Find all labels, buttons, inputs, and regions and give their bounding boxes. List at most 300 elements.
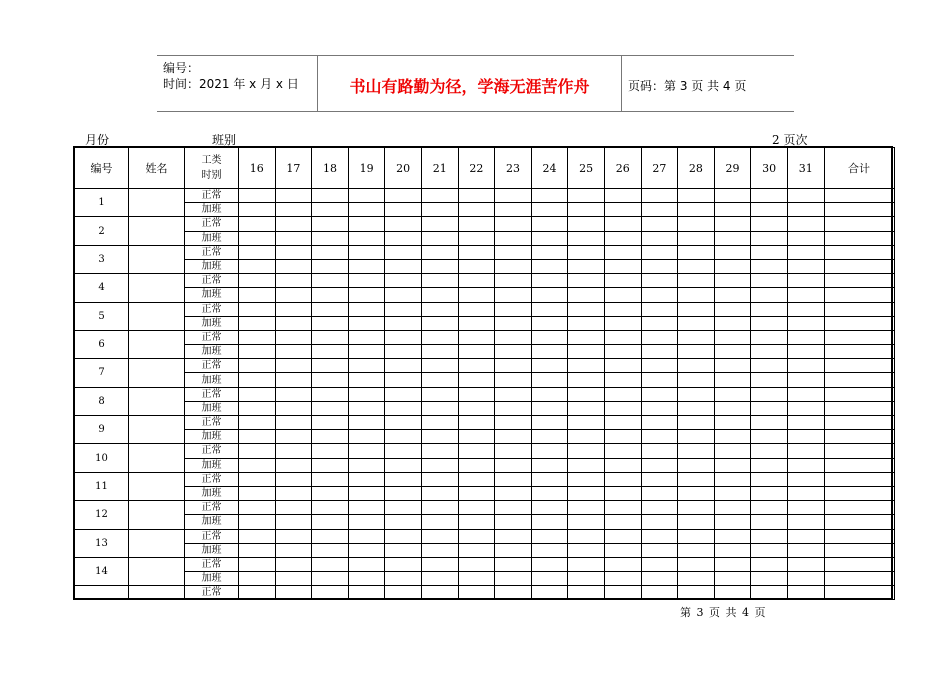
- entry-cell[interactable]: [787, 401, 824, 415]
- entry-cell[interactable]: [787, 359, 824, 373]
- entry-cell[interactable]: [421, 302, 458, 316]
- entry-cell[interactable]: [604, 302, 641, 316]
- entry-cell[interactable]: [312, 288, 349, 302]
- entry-cell[interactable]: [641, 401, 678, 415]
- entry-cell[interactable]: [348, 401, 385, 415]
- entry-cell[interactable]: [531, 387, 568, 401]
- entry-cell[interactable]: [239, 330, 276, 344]
- entry-cell[interactable]: [348, 501, 385, 515]
- entry-cell[interactable]: [604, 316, 641, 330]
- entry-cell[interactable]: [458, 515, 495, 529]
- entry-cell[interactable]: [495, 316, 532, 330]
- name-cell[interactable]: [129, 557, 185, 585]
- entry-cell[interactable]: [787, 302, 824, 316]
- entry-cell[interactable]: [678, 572, 715, 586]
- entry-cell[interactable]: [568, 316, 605, 330]
- entry-cell[interactable]: [312, 586, 349, 600]
- entry-cell[interactable]: [531, 416, 568, 430]
- entry-cell[interactable]: [421, 231, 458, 245]
- entry-cell[interactable]: [824, 203, 894, 217]
- entry-cell[interactable]: [824, 444, 894, 458]
- entry-cell[interactable]: [568, 288, 605, 302]
- entry-cell[interactable]: [495, 189, 532, 203]
- entry-cell[interactable]: [348, 231, 385, 245]
- entry-cell[interactable]: [312, 345, 349, 359]
- entry-cell[interactable]: [568, 330, 605, 344]
- entry-cell[interactable]: [641, 572, 678, 586]
- entry-cell[interactable]: [495, 231, 532, 245]
- entry-cell[interactable]: [641, 274, 678, 288]
- entry-cell[interactable]: [239, 231, 276, 245]
- entry-cell[interactable]: [312, 203, 349, 217]
- entry-cell[interactable]: [641, 486, 678, 500]
- entry-cell[interactable]: [495, 401, 532, 415]
- entry-cell[interactable]: [604, 572, 641, 586]
- entry-cell[interactable]: [824, 316, 894, 330]
- entry-cell[interactable]: [604, 274, 641, 288]
- entry-cell[interactable]: [787, 586, 824, 600]
- entry-cell[interactable]: [824, 543, 894, 557]
- entry-cell[interactable]: [275, 231, 312, 245]
- entry-cell[interactable]: [787, 245, 824, 259]
- entry-cell[interactable]: [275, 373, 312, 387]
- entry-cell[interactable]: [568, 387, 605, 401]
- entry-cell[interactable]: [495, 586, 532, 600]
- entry-cell[interactable]: [495, 572, 532, 586]
- entry-cell[interactable]: [239, 359, 276, 373]
- entry-cell[interactable]: [495, 288, 532, 302]
- entry-cell[interactable]: [312, 572, 349, 586]
- entry-cell[interactable]: [239, 345, 276, 359]
- entry-cell[interactable]: [678, 316, 715, 330]
- entry-cell[interactable]: [275, 458, 312, 472]
- entry-cell[interactable]: [824, 274, 894, 288]
- name-cell[interactable]: [129, 245, 185, 273]
- entry-cell[interactable]: [568, 245, 605, 259]
- entry-cell[interactable]: [751, 387, 788, 401]
- entry-cell[interactable]: [312, 245, 349, 259]
- entry-cell[interactable]: [348, 288, 385, 302]
- entry-cell[interactable]: [824, 387, 894, 401]
- entry-cell[interactable]: [421, 557, 458, 571]
- entry-cell[interactable]: [787, 345, 824, 359]
- entry-cell[interactable]: [751, 458, 788, 472]
- entry-cell[interactable]: [312, 231, 349, 245]
- entry-cell[interactable]: [239, 302, 276, 316]
- entry-cell[interactable]: [824, 189, 894, 203]
- entry-cell[interactable]: [421, 203, 458, 217]
- entry-cell[interactable]: [385, 259, 422, 273]
- entry-cell[interactable]: [641, 189, 678, 203]
- entry-cell[interactable]: [714, 189, 751, 203]
- entry-cell[interactable]: [275, 189, 312, 203]
- entry-cell[interactable]: [641, 345, 678, 359]
- entry-cell[interactable]: [678, 203, 715, 217]
- entry-cell[interactable]: [312, 359, 349, 373]
- entry-cell[interactable]: [568, 345, 605, 359]
- entry-cell[interactable]: [421, 316, 458, 330]
- entry-cell[interactable]: [348, 316, 385, 330]
- entry-cell[interactable]: [751, 302, 788, 316]
- entry-cell[interactable]: [239, 203, 276, 217]
- entry-cell[interactable]: [348, 359, 385, 373]
- entry-cell[interactable]: [348, 189, 385, 203]
- entry-cell[interactable]: [495, 458, 532, 472]
- entry-cell[interactable]: [495, 472, 532, 486]
- entry-cell[interactable]: [678, 259, 715, 273]
- entry-cell[interactable]: [751, 501, 788, 515]
- entry-cell[interactable]: [678, 217, 715, 231]
- entry-cell[interactable]: [385, 330, 422, 344]
- entry-cell[interactable]: [239, 316, 276, 330]
- entry-cell[interactable]: [787, 274, 824, 288]
- entry-cell[interactable]: [385, 245, 422, 259]
- entry-cell[interactable]: [641, 444, 678, 458]
- entry-cell[interactable]: [348, 430, 385, 444]
- entry-cell[interactable]: [421, 486, 458, 500]
- entry-cell[interactable]: [641, 203, 678, 217]
- entry-cell[interactable]: [641, 259, 678, 273]
- entry-cell[interactable]: [385, 430, 422, 444]
- entry-cell[interactable]: [787, 572, 824, 586]
- entry-cell[interactable]: [275, 501, 312, 515]
- entry-cell[interactable]: [787, 444, 824, 458]
- entry-cell[interactable]: [385, 501, 422, 515]
- entry-cell[interactable]: [678, 501, 715, 515]
- entry-cell[interactable]: [787, 557, 824, 571]
- entry-cell[interactable]: [421, 189, 458, 203]
- entry-cell[interactable]: [641, 373, 678, 387]
- entry-cell[interactable]: [495, 557, 532, 571]
- entry-cell[interactable]: [385, 557, 422, 571]
- entry-cell[interactable]: [604, 458, 641, 472]
- entry-cell[interactable]: [641, 359, 678, 373]
- name-cell[interactable]: [129, 416, 185, 444]
- entry-cell[interactable]: [714, 217, 751, 231]
- entry-cell[interactable]: [385, 288, 422, 302]
- entry-cell[interactable]: [495, 416, 532, 430]
- entry-cell[interactable]: [678, 189, 715, 203]
- entry-cell[interactable]: [275, 586, 312, 600]
- entry-cell[interactable]: [312, 302, 349, 316]
- entry-cell[interactable]: [239, 259, 276, 273]
- entry-cell[interactable]: [458, 458, 495, 472]
- entry-cell[interactable]: [495, 444, 532, 458]
- entry-cell[interactable]: [495, 387, 532, 401]
- entry-cell[interactable]: [568, 302, 605, 316]
- entry-cell[interactable]: [275, 416, 312, 430]
- entry-cell[interactable]: [458, 189, 495, 203]
- entry-cell[interactable]: [531, 515, 568, 529]
- name-cell[interactable]: [129, 586, 185, 600]
- entry-cell[interactable]: [458, 245, 495, 259]
- entry-cell[interactable]: [495, 259, 532, 273]
- entry-cell[interactable]: [458, 557, 495, 571]
- entry-cell[interactable]: [751, 359, 788, 373]
- entry-cell[interactable]: [531, 217, 568, 231]
- entry-cell[interactable]: [458, 543, 495, 557]
- entry-cell[interactable]: [604, 359, 641, 373]
- entry-cell[interactable]: [385, 231, 422, 245]
- entry-cell[interactable]: [714, 316, 751, 330]
- entry-cell[interactable]: [348, 515, 385, 529]
- entry-cell[interactable]: [495, 245, 532, 259]
- name-cell[interactable]: [129, 217, 185, 245]
- entry-cell[interactable]: [604, 345, 641, 359]
- entry-cell[interactable]: [568, 586, 605, 600]
- entry-cell[interactable]: [458, 529, 495, 543]
- entry-cell[interactable]: [568, 373, 605, 387]
- entry-cell[interactable]: [531, 572, 568, 586]
- entry-cell[interactable]: [568, 572, 605, 586]
- entry-cell[interactable]: [604, 330, 641, 344]
- entry-cell[interactable]: [495, 274, 532, 288]
- entry-cell[interactable]: [275, 302, 312, 316]
- entry-cell[interactable]: [348, 472, 385, 486]
- entry-cell[interactable]: [275, 444, 312, 458]
- entry-cell[interactable]: [678, 387, 715, 401]
- entry-cell[interactable]: [531, 458, 568, 472]
- entry-cell[interactable]: [568, 501, 605, 515]
- entry-cell[interactable]: [568, 259, 605, 273]
- entry-cell[interactable]: [531, 189, 568, 203]
- entry-cell[interactable]: [531, 203, 568, 217]
- entry-cell[interactable]: [348, 203, 385, 217]
- entry-cell[interactable]: [531, 259, 568, 273]
- entry-cell[interactable]: [531, 245, 568, 259]
- entry-cell[interactable]: [751, 557, 788, 571]
- entry-cell[interactable]: [751, 586, 788, 600]
- entry-cell[interactable]: [787, 486, 824, 500]
- entry-cell[interactable]: [714, 529, 751, 543]
- entry-cell[interactable]: [604, 259, 641, 273]
- entry-cell[interactable]: [678, 330, 715, 344]
- entry-cell[interactable]: [495, 529, 532, 543]
- entry-cell[interactable]: [239, 444, 276, 458]
- entry-cell[interactable]: [568, 203, 605, 217]
- entry-cell[interactable]: [312, 387, 349, 401]
- entry-cell[interactable]: [458, 316, 495, 330]
- entry-cell[interactable]: [824, 345, 894, 359]
- entry-cell[interactable]: [568, 515, 605, 529]
- name-cell[interactable]: [129, 444, 185, 472]
- entry-cell[interactable]: [787, 501, 824, 515]
- entry-cell[interactable]: [348, 217, 385, 231]
- name-cell[interactable]: [129, 302, 185, 330]
- entry-cell[interactable]: [678, 458, 715, 472]
- entry-cell[interactable]: [678, 416, 715, 430]
- entry-cell[interactable]: [714, 274, 751, 288]
- entry-cell[interactable]: [348, 245, 385, 259]
- entry-cell[interactable]: [385, 274, 422, 288]
- entry-cell[interactable]: [604, 472, 641, 486]
- entry-cell[interactable]: [824, 231, 894, 245]
- entry-cell[interactable]: [458, 288, 495, 302]
- entry-cell[interactable]: [751, 472, 788, 486]
- entry-cell[interactable]: [714, 345, 751, 359]
- entry-cell[interactable]: [385, 387, 422, 401]
- entry-cell[interactable]: [239, 189, 276, 203]
- entry-cell[interactable]: [678, 359, 715, 373]
- entry-cell[interactable]: [678, 586, 715, 600]
- entry-cell[interactable]: [458, 345, 495, 359]
- entry-cell[interactable]: [714, 373, 751, 387]
- entry-cell[interactable]: [385, 217, 422, 231]
- entry-cell[interactable]: [385, 302, 422, 316]
- entry-cell[interactable]: [751, 316, 788, 330]
- entry-cell[interactable]: [641, 231, 678, 245]
- entry-cell[interactable]: [458, 401, 495, 415]
- entry-cell[interactable]: [604, 203, 641, 217]
- entry-cell[interactable]: [641, 217, 678, 231]
- entry-cell[interactable]: [312, 472, 349, 486]
- entry-cell[interactable]: [714, 203, 751, 217]
- entry-cell[interactable]: [678, 430, 715, 444]
- entry-cell[interactable]: [714, 387, 751, 401]
- entry-cell[interactable]: [787, 515, 824, 529]
- entry-cell[interactable]: [787, 259, 824, 273]
- entry-cell[interactable]: [275, 274, 312, 288]
- entry-cell[interactable]: [604, 586, 641, 600]
- entry-cell[interactable]: [531, 486, 568, 500]
- entry-cell[interactable]: [824, 515, 894, 529]
- entry-cell[interactable]: [641, 501, 678, 515]
- entry-cell[interactable]: [421, 416, 458, 430]
- entry-cell[interactable]: [421, 586, 458, 600]
- entry-cell[interactable]: [421, 288, 458, 302]
- entry-cell[interactable]: [531, 557, 568, 571]
- entry-cell[interactable]: [568, 430, 605, 444]
- entry-cell[interactable]: [751, 189, 788, 203]
- entry-cell[interactable]: [239, 401, 276, 415]
- entry-cell[interactable]: [421, 572, 458, 586]
- entry-cell[interactable]: [678, 288, 715, 302]
- entry-cell[interactable]: [751, 416, 788, 430]
- entry-cell[interactable]: [604, 231, 641, 245]
- entry-cell[interactable]: [421, 387, 458, 401]
- entry-cell[interactable]: [239, 373, 276, 387]
- entry-cell[interactable]: [275, 401, 312, 415]
- entry-cell[interactable]: [604, 501, 641, 515]
- entry-cell[interactable]: [239, 472, 276, 486]
- entry-cell[interactable]: [421, 359, 458, 373]
- entry-cell[interactable]: [531, 543, 568, 557]
- entry-cell[interactable]: [312, 274, 349, 288]
- entry-cell[interactable]: [678, 231, 715, 245]
- entry-cell[interactable]: [678, 444, 715, 458]
- entry-cell[interactable]: [714, 430, 751, 444]
- entry-cell[interactable]: [348, 302, 385, 316]
- entry-cell[interactable]: [824, 330, 894, 344]
- entry-cell[interactable]: [641, 316, 678, 330]
- entry-cell[interactable]: [678, 245, 715, 259]
- entry-cell[interactable]: [239, 274, 276, 288]
- entry-cell[interactable]: [275, 529, 312, 543]
- entry-cell[interactable]: [275, 557, 312, 571]
- entry-cell[interactable]: [312, 430, 349, 444]
- entry-cell[interactable]: [604, 416, 641, 430]
- entry-cell[interactable]: [385, 472, 422, 486]
- entry-cell[interactable]: [421, 274, 458, 288]
- entry-cell[interactable]: [751, 274, 788, 288]
- entry-cell[interactable]: [714, 444, 751, 458]
- entry-cell[interactable]: [458, 387, 495, 401]
- entry-cell[interactable]: [531, 472, 568, 486]
- entry-cell[interactable]: [568, 416, 605, 430]
- entry-cell[interactable]: [239, 515, 276, 529]
- entry-cell[interactable]: [421, 345, 458, 359]
- entry-cell[interactable]: [824, 572, 894, 586]
- entry-cell[interactable]: [787, 387, 824, 401]
- entry-cell[interactable]: [641, 245, 678, 259]
- entry-cell[interactable]: [385, 359, 422, 373]
- entry-cell[interactable]: [458, 444, 495, 458]
- entry-cell[interactable]: [495, 345, 532, 359]
- entry-cell[interactable]: [385, 529, 422, 543]
- entry-cell[interactable]: [312, 444, 349, 458]
- entry-cell[interactable]: [641, 416, 678, 430]
- entry-cell[interactable]: [568, 472, 605, 486]
- entry-cell[interactable]: [348, 529, 385, 543]
- entry-cell[interactable]: [275, 387, 312, 401]
- entry-cell[interactable]: [678, 529, 715, 543]
- entry-cell[interactable]: [714, 401, 751, 415]
- entry-cell[interactable]: [531, 231, 568, 245]
- entry-cell[interactable]: [239, 557, 276, 571]
- entry-cell[interactable]: [751, 203, 788, 217]
- entry-cell[interactable]: [531, 330, 568, 344]
- entry-cell[interactable]: [714, 288, 751, 302]
- entry-cell[interactable]: [787, 430, 824, 444]
- entry-cell[interactable]: [385, 586, 422, 600]
- entry-cell[interactable]: [641, 529, 678, 543]
- entry-cell[interactable]: [714, 330, 751, 344]
- entry-cell[interactable]: [312, 416, 349, 430]
- entry-cell[interactable]: [568, 529, 605, 543]
- entry-cell[interactable]: [348, 444, 385, 458]
- entry-cell[interactable]: [568, 401, 605, 415]
- entry-cell[interactable]: [458, 330, 495, 344]
- entry-cell[interactable]: [714, 416, 751, 430]
- entry-cell[interactable]: [824, 359, 894, 373]
- entry-cell[interactable]: [787, 203, 824, 217]
- entry-cell[interactable]: [531, 529, 568, 543]
- entry-cell[interactable]: [604, 557, 641, 571]
- entry-cell[interactable]: [714, 486, 751, 500]
- entry-cell[interactable]: [348, 387, 385, 401]
- entry-cell[interactable]: [604, 486, 641, 500]
- entry-cell[interactable]: [495, 203, 532, 217]
- entry-cell[interactable]: [568, 231, 605, 245]
- entry-cell[interactable]: [751, 259, 788, 273]
- entry-cell[interactable]: [641, 330, 678, 344]
- entry-cell[interactable]: [641, 472, 678, 486]
- entry-cell[interactable]: [824, 416, 894, 430]
- entry-cell[interactable]: [458, 259, 495, 273]
- entry-cell[interactable]: [385, 444, 422, 458]
- entry-cell[interactable]: [495, 217, 532, 231]
- entry-cell[interactable]: [312, 373, 349, 387]
- entry-cell[interactable]: [495, 430, 532, 444]
- entry-cell[interactable]: [495, 515, 532, 529]
- entry-cell[interactable]: [714, 572, 751, 586]
- entry-cell[interactable]: [421, 373, 458, 387]
- entry-cell[interactable]: [458, 203, 495, 217]
- entry-cell[interactable]: [641, 387, 678, 401]
- entry-cell[interactable]: [751, 288, 788, 302]
- entry-cell[interactable]: [714, 231, 751, 245]
- entry-cell[interactable]: [495, 501, 532, 515]
